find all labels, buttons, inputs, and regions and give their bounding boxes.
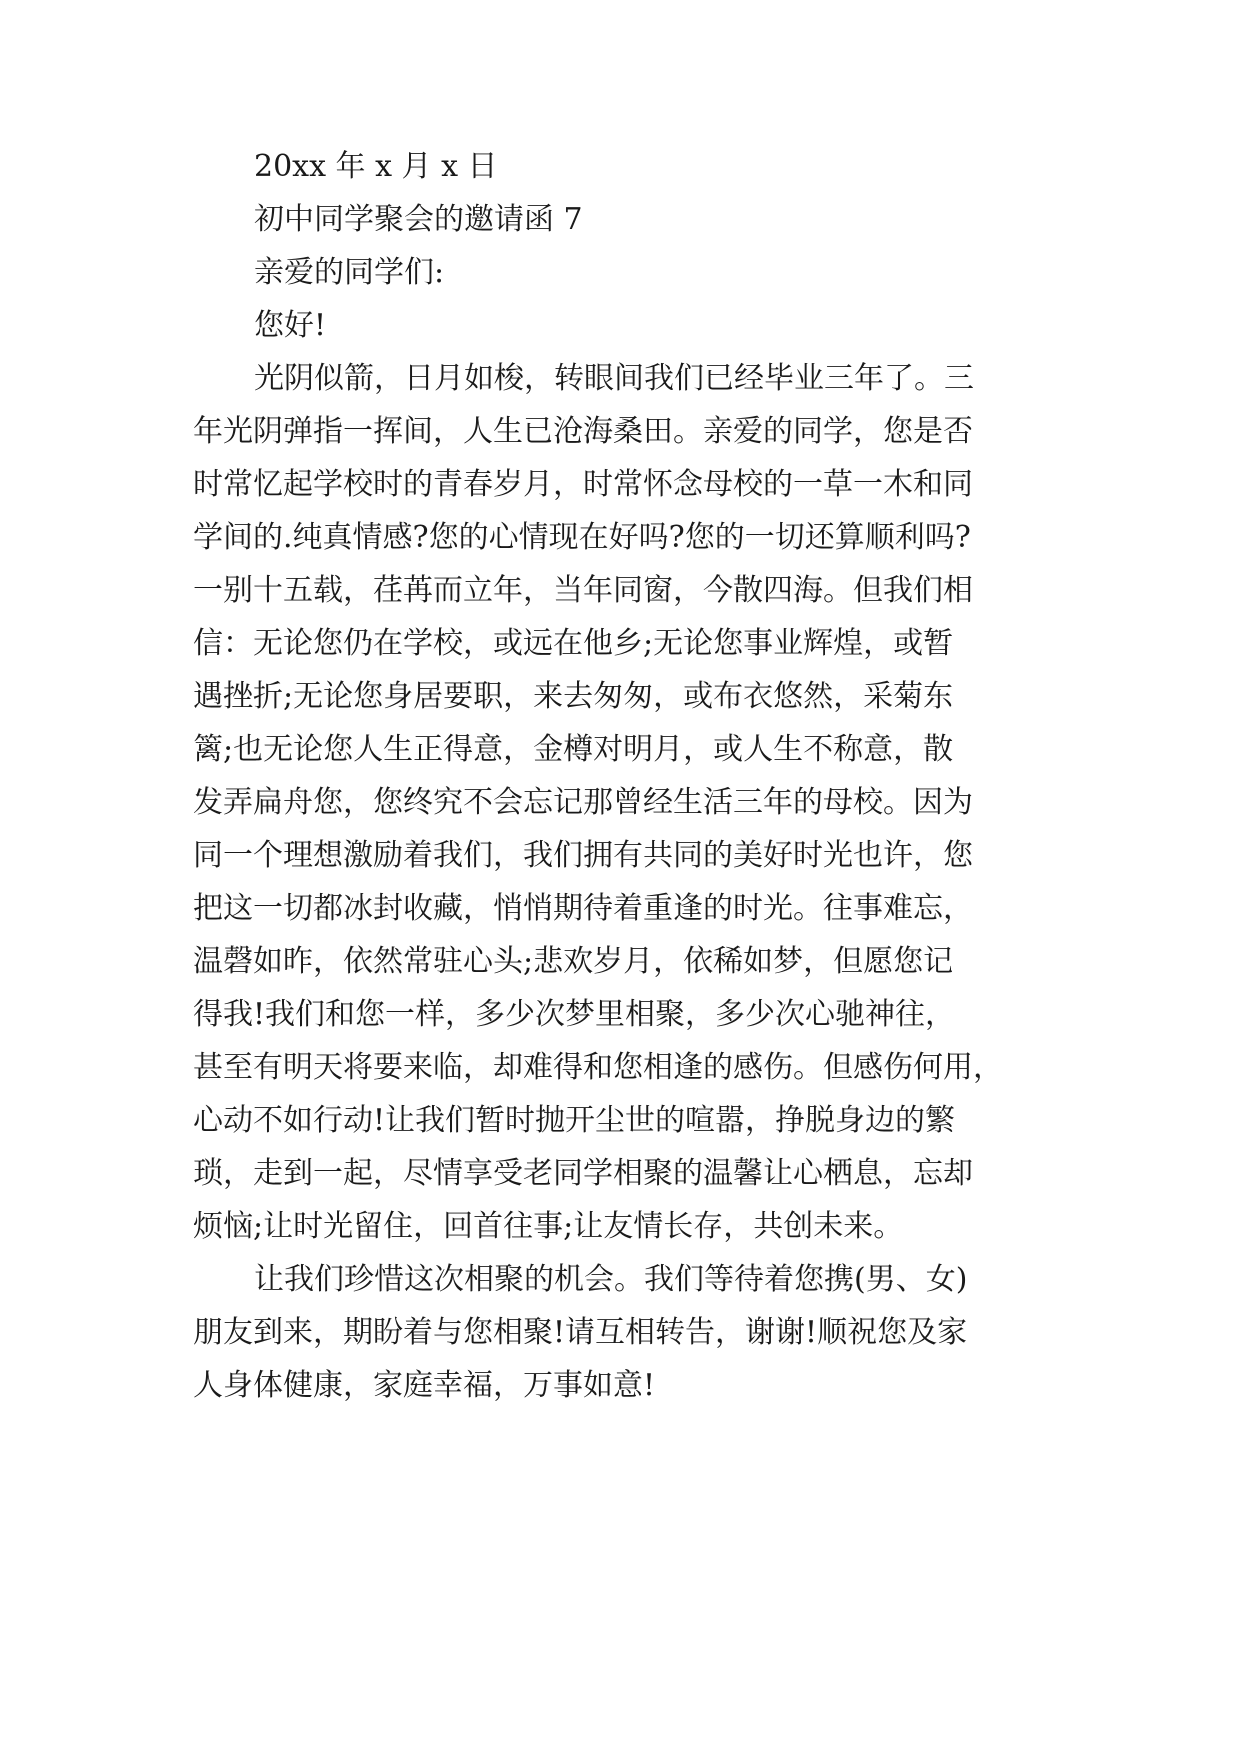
paragraph-line: 年光阴弹指一挥间，人生已沧海桑田。亲爱的同学，您是否	[193, 414, 973, 449]
paragraph-line: 温磬如昨，依然常驻心头;悲欢岁月，依稀如梦，但愿您记	[193, 944, 954, 979]
paragraph-line: 烦恼;让时光留住，回首往事;让友情长存，共创未来。	[193, 1209, 904, 1244]
paragraph-line: 光阴似箭，日月如梭，转眼间我们已经毕业三年了。三	[254, 361, 974, 396]
greeting: 您好!	[254, 308, 327, 343]
paragraph-line: 让我们珍惜这次相聚的机会。我们等待着您携(男、女)	[254, 1262, 968, 1297]
paragraph-line: 人身体健康，家庭幸福，万事如意!	[193, 1368, 656, 1403]
paragraph-line: 琐，走到一起，尽情享受老同学相聚的温馨让心栖息，忘却	[193, 1156, 973, 1191]
paragraph-line: 把这一切都冰封收藏，悄悄期待着重逢的时光。往事难忘，	[193, 891, 973, 926]
paragraph-line: 甚至有明天将要来临，却难得和您相逢的感伤。但感伤何用，	[193, 1050, 1003, 1085]
paragraph-line: 时常忆起学校时的青春岁月，时常怀念母校的一草一木和同	[193, 467, 973, 502]
paragraph-line: 学间的.纯真情感?您的心情现在好吗?您的一切还算顺利吗?	[193, 520, 971, 555]
paragraph-line: 心动不如行动!让我们暂时抛开尘世的喧嚣，挣脱身边的繁	[193, 1103, 956, 1138]
date-line: 20xx 年 x 月 x 日	[254, 149, 498, 184]
paragraph-line: 同一个理想激励着我们，我们拥有共同的美好时光也许，您	[193, 838, 973, 873]
paragraph-line: 信：无论您仍在学校，或远在他乡;无论您事业辉煌，或暂	[193, 626, 954, 661]
paragraph-line: 篱;也无论您人生正得意，金樽对明月，或人生不称意，散	[193, 732, 954, 767]
paragraph-line: 遇挫折;无论您身居要职，来去匆匆，或布衣悠然，采菊东	[193, 679, 954, 714]
paragraph-line: 得我!我们和您一样，多少次梦里相聚，多少次心驰神往，	[193, 997, 956, 1032]
salutation: 亲爱的同学们:	[254, 255, 445, 290]
paragraph-line: 一别十五载，荏苒而立年，当年同窗，今散四海。但我们相	[193, 573, 973, 608]
letter-title: 初中同学聚会的邀请函 7	[254, 202, 583, 237]
paragraph-line: 发弄扁舟您，您终究不会忘记那曾经生活三年的母校。因为	[193, 785, 973, 820]
paragraph-line: 朋友到来，期盼着与您相聚!请互相转告，谢谢!顺祝您及家	[193, 1315, 968, 1350]
